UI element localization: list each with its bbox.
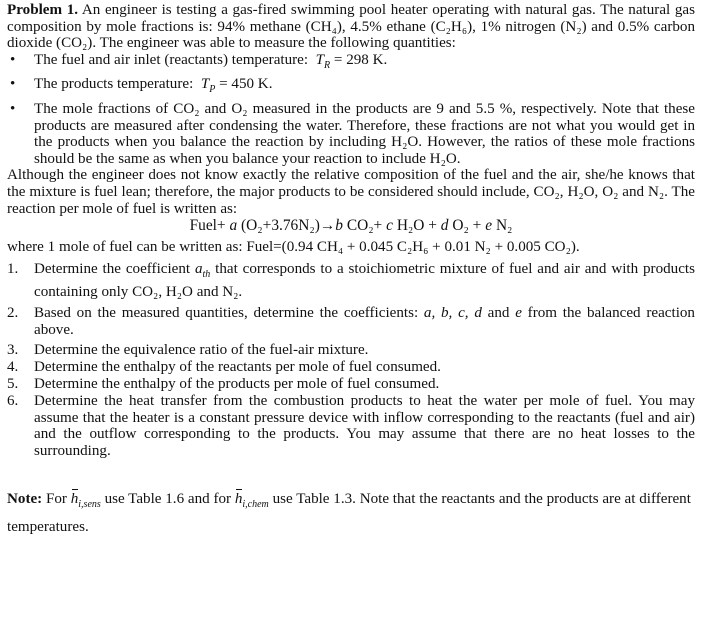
body-paragraph: Although the engineer does not know exactly the relative composition of the fuel and the air, she/he knows that the mixture is fuel lean; therefore, the major products to be considered should include, CO₂, H₂O, O₂ and N₂. The reaction per mole of fuel is written as: [7, 167, 695, 217]
bullet-icon: • [10, 51, 16, 68]
fuel-definition: where 1 mole of fuel can be written as: Fuel=(0.94 CH₄ + 0.045 C₂H₆ + 0.01 N₂ + 0.005 CO₂). [7, 239, 580, 256]
problem-intro [7, 2, 695, 52]
list-item: 2. Based on the measured quantities, determine the coefficients: a, b, c, d and e from the balanced reaction above. [7, 304, 695, 338]
questions-list [7, 261, 695, 460]
list-item: 1. Determine the coefficient $a_{th}$ that corresponds to a stoichiometric mixture of fuel and air and with products containing only CO₂, H₂O and N₂. [7, 261, 695, 300]
list-item: 3. Determine the equivalence ratio of the fuel-air mixture. [7, 342, 369, 359]
list-item: • The fuel and air inlet (reactants) temperature: $T_R = 298$ K. [10, 51, 388, 71]
list-item: • The mole fractions of CO₂ and O₂ measured in the products are 9 and 5.5 %, respectively. Note that these products are measured after condensing the water. Therefore, these fractions are not what you would get in the products when you balance the reaction by including H₂O. However, the ratios of these mole fractions should be the same as when you balance your reaction to include H₂O. [10, 101, 695, 167]
list-item: 4. Determine the enthalpy of the reactants per mole of fuel consumed. [7, 359, 441, 376]
reaction-equation: Fuel+ a (O₂+3.76N₂)→b CO₂+ c H₂O + d O₂ + e N₂ [189, 217, 513, 235]
list-item: 6. Determine the heat transfer from the combustion products to heat the water per mole of fuel. You may assume that the heater is a constant pressure device with inflow corresponding to the reactants (fuel and air) and the outflow corresponding to the products. You may assume that there are no heat losses to the surrounding. [7, 392, 695, 460]
note-label: Note: [7, 490, 43, 507]
enthalpy-symbol: h [71, 488, 79, 510]
list-item: 5. Determine the enthalpy of the products per mole of fuel consumed. [7, 375, 440, 392]
fuel-formula: Fuel=(0.94 CH₄ + 0.045 C₂H₆ + 0.01 N₂ + 0.005 CO₂). [246, 239, 580, 256]
list-item: • The products temperature: $T_P = 450$ K. [10, 76, 273, 96]
measured-quantities-list [7, 52, 695, 168]
note-paragraph: Note: For $h_{i,sens}$ use Table 1.6 and for $h_{i,chem}$ use Table 1.3. Note that the reactants and the products are at different temperatures. [7, 488, 695, 538]
intro-text: An engineer is testing a gas-fired swimming pool heater operating with natural gas. The natural gas composition by mole fractions is: 94% methane (CH₄), 4.5% ethane (C₂H₆), 1% nitrogen (N₂) and 0.5% carbon dioxide (CO₂). The engineer was able to measure the following quantities: [7, 2, 695, 52]
enthalpy-symbol: h [235, 488, 243, 510]
problem-title: Problem 1. [7, 2, 79, 18]
bullet-icon: • [10, 101, 16, 117]
bullet-icon: • [10, 76, 16, 93]
